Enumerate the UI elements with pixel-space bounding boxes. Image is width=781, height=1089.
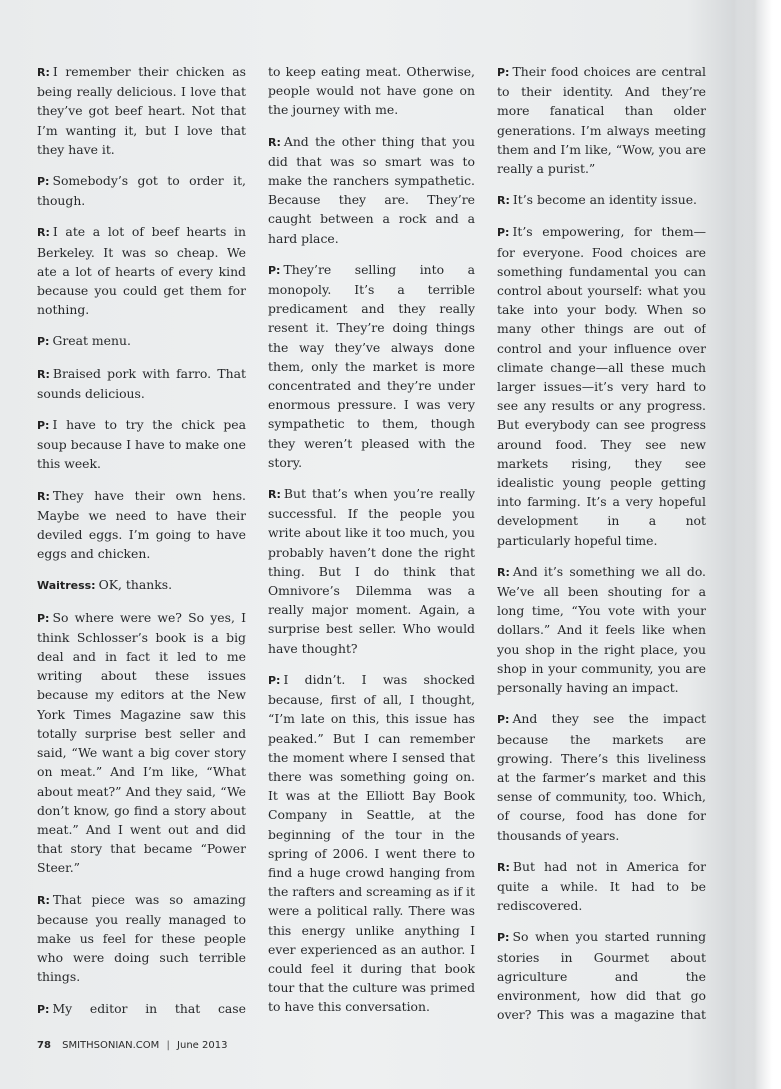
paragraph-text: I have to try the chick pea soup because I have to make one this week. (37, 417, 246, 472)
speaker-label: P: (268, 673, 281, 687)
speaker-label: R: (37, 367, 50, 381)
speaker-label: R: (37, 226, 50, 240)
paragraph (37, 415, 246, 474)
paragraph (497, 222, 706, 549)
paragraph-text: They have their own hens. Maybe we need to have their deviled eggs. I’m going to have eggs and chicken. (37, 487, 246, 562)
paragraph-text: That piece was so amazing because you really managed to make us feel for these people who were doing such terrible things. (37, 891, 246, 985)
paragraph-text: But had not in America for quite a while. It had to be rediscovered. (497, 858, 706, 914)
paragraph-text: So where were we? So yes, I think Schlosser’s book is a big deal and in fact it led to me writing about these issues because my editors at the New York Times Magazine saw this totally surprise best seller and said, “We want a big cover story on meat.” And I’m like, “What about meat?” And they said, “We don’t know, go find a story about meat.” And I went out and did that story that became “Power Steer.” (37, 609, 246, 876)
text-column-1 (37, 62, 246, 1022)
paragraph-text: Braised pork with farro. That sounds delicious. (37, 365, 246, 401)
paragraph (37, 62, 246, 159)
page-number: 78 (37, 1040, 51, 1051)
speaker-label: R: (497, 565, 510, 579)
paragraph-text: I remember their chicken as being really delicious. I love that they’ve got beef heart. Not that I’m wanting it, but I love that they have it. (37, 64, 246, 157)
paragraph (497, 857, 706, 916)
speaker-label: R: (37, 66, 50, 79)
speaker-label: P: (268, 263, 281, 277)
speaker-label: P: (497, 66, 510, 79)
speaker-label: P: (497, 713, 510, 727)
paragraph (497, 709, 706, 844)
paragraph (268, 62, 475, 120)
paragraph (37, 364, 246, 403)
paragraph (37, 575, 246, 595)
paragraph-text: But that’s when you’re really successful. If the people you write about like it too much, you probably haven’t done the right thing. But I do think that Omnivore’s Dilemma was a really major moment. Again, a surprise best seller. Who would have thought? (268, 486, 475, 656)
paragraph (268, 132, 475, 248)
paragraph (497, 927, 706, 1022)
paragraph-text: So when you started running stories in Gourmet about agriculture and the environment, how did that go over? This was a magazine that (497, 929, 706, 1022)
paragraph-text: Their food choices are central to their identity. And they’re more fanatical than older generations. I’m always meeting them and I’m like, “Wow, you are really a purist.” (497, 64, 706, 177)
paragraph (497, 562, 706, 697)
footer-separator: | (166, 1040, 170, 1051)
speaker-label: R: (497, 194, 510, 208)
paragraph (37, 331, 246, 351)
speaker-label: R: (37, 489, 50, 503)
speaker-label: P: (37, 175, 50, 189)
paragraph (37, 608, 246, 878)
paragraph-text: And they see the impact because the markets are growing. There’s this liveliness at the farmer’s market and this sense of community, too. Which, of course, food has done for thousands of years. (497, 711, 706, 843)
issue-date: June 2013 (177, 1040, 228, 1051)
speaker-label: R: (37, 893, 50, 907)
paragraph (268, 670, 475, 1017)
paragraph-text: Somebody’s got to order it, though. (37, 173, 246, 209)
paragraph (37, 486, 246, 564)
paragraph-text: OK, thanks. (98, 577, 173, 593)
paragraph-text: And it’s something we all do. We’ve all been shouting for a long time, “You vote with your dollars.” And it feels like when you shop in the right place, you shop in your community, you are personally having an impact. (497, 563, 706, 696)
paragraph (268, 484, 475, 658)
speaker-label: P: (497, 226, 510, 240)
speaker-label: P: (37, 419, 50, 433)
paragraph (268, 260, 475, 472)
speaker-label: P: (497, 931, 510, 945)
speaker-label: R: (497, 860, 510, 874)
paragraph-text: It’s empowering, for them—for everyone. Food choices are something fundamental you can control about yourself: what you take into your body. When so many other things are out of control and your influence over climate change—all these much larger issues—it’s very hard to see any results or any progress. But everybody can see progress around food. They see new markets rising, they see idealistic young people getting into farming. It’s a very hopeful development in a not particularly hopeful time. (497, 224, 706, 548)
page-footer (37, 1040, 227, 1051)
text-column-2 (268, 62, 475, 1022)
text-column-3 (497, 62, 706, 1022)
speaker-label: Waitress: (37, 579, 96, 593)
paragraph (37, 171, 246, 210)
publication-name: SMITHSONIAN.COM (62, 1040, 160, 1051)
paragraph (37, 222, 246, 319)
paragraph (37, 999, 246, 1022)
paragraph (37, 890, 246, 987)
paragraph-text: to keep eating meat. Otherwise, people would not have gone on the journey with me. (268, 64, 475, 118)
paragraph-text: And the other thing that you did that was so smart was to make the ranchers sympathetic. Because they are. They’re caught between a rock and a hard place. (268, 133, 475, 246)
paragraph-text: It’s become an identity issue. (512, 192, 697, 208)
speaker-label: R: (268, 488, 281, 502)
paragraph (497, 190, 706, 210)
paragraph-text: Great menu. (52, 333, 131, 349)
speaker-label: P: (37, 1002, 50, 1016)
paragraph-text: I ate a lot of beef hearts in Berkeley. It was so cheap. We ate a lot of hearts of every kind because you could get them for nothing. (37, 224, 246, 318)
paragraph-text: My editor in that case (52, 1000, 246, 1016)
speaker-label: R: (268, 135, 281, 149)
paragraph-text: I didn’t. I was shocked because, first of all, I thought, “I’m late on this, this issue has peaked.” But I can remember the moment where I sensed that there was something going on. It was at the Elliott Bay Book Company in Seattle, at the beginning of the tour in the spring of 2006. I went there to find a huge crowd hanging from the rafters and screaming as if it were a political rally. There was this energy unlike anything I ever experienced as an author. I could feel it during that book tour that the culture was primed to have this conversation. (268, 671, 475, 1015)
paragraph-text: They’re selling into a monopoly. It’s a terrible predicament and they really resent it. They’re doing things the way they’ve always done them, only the market is more concentrated and they’re under enormous pressure. I was very sympathetic to them, though they weren’t pleased with the story. (268, 261, 475, 470)
speaker-label: P: (37, 611, 50, 625)
page-fold-shadow (737, 0, 781, 1089)
paragraph (497, 62, 706, 178)
speaker-label: P: (37, 335, 50, 349)
